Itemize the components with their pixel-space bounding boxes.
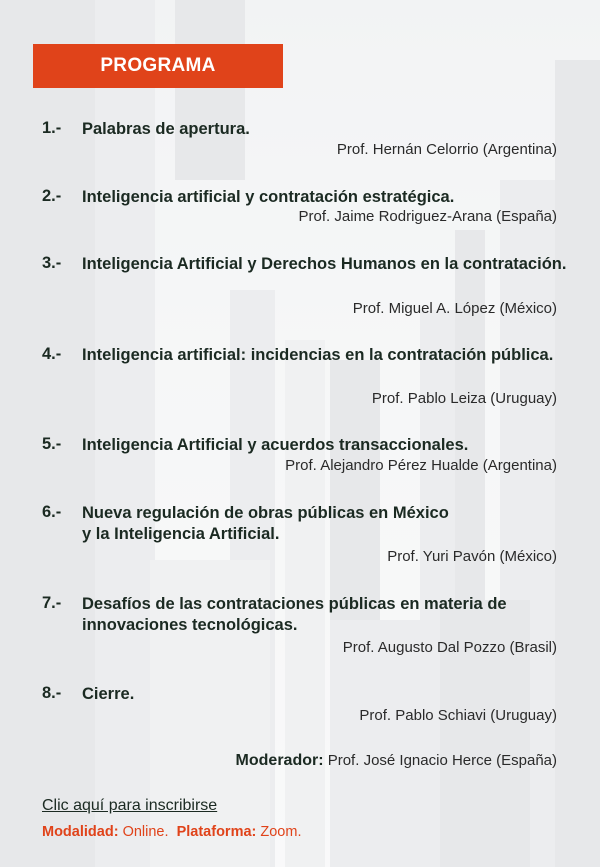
item-number: 1.- <box>42 119 62 137</box>
item-title: Inteligencia Artificial y acuerdos transaccionales. <box>82 436 469 454</box>
item-title-line-2: y la Inteligencia Artificial. <box>82 525 280 543</box>
item-number: 5.- <box>42 435 62 453</box>
item-speaker: Prof. Alejandro Pérez Hualde (Argentina) <box>285 457 557 474</box>
item-title: Inteligencia Artificial y Derechos Humanos en la contratación. <box>82 255 567 273</box>
moderator-line <box>236 752 557 770</box>
item-speaker: Prof. Pablo Leiza (Uruguay) <box>371 390 557 407</box>
item-number: 6.- <box>42 503 62 521</box>
modality-label: Modalidad: <box>42 824 119 840</box>
item-number: 2.- <box>42 187 62 205</box>
modality-value: Online. <box>122 824 169 840</box>
item-speaker: Prof. Pablo Schiavi (Uruguay) <box>359 707 557 724</box>
item-title-line-1: Nueva regulación de obras públicas en México <box>82 504 449 522</box>
item-speaker: Prof. Miguel A. López (México) <box>352 300 557 317</box>
platform-value: Zoom. <box>260 824 302 840</box>
program-banner: PROGRAMA <box>33 44 283 88</box>
platform-label: Plataforma: <box>176 824 257 840</box>
item-speaker: Prof. Hernán Celorrio (Argentina) <box>336 141 557 158</box>
item-title: Palabras de apertura. <box>82 120 250 138</box>
signup-link[interactable]: Clic aquí para inscribirse <box>42 797 218 814</box>
item-number: 7.- <box>42 594 62 612</box>
moderator-label: Moderador: <box>235 752 324 769</box>
item-title: Inteligencia artificial y contratación estratégica. <box>82 188 455 206</box>
item-title: Inteligencia artificial: incidencias en la contratación pública. <box>82 346 554 364</box>
item-title: Cierre. <box>82 685 135 703</box>
item-number: 3.- <box>42 254 62 272</box>
modality-line <box>42 824 301 840</box>
moderator-name: Prof. José Ignacio Herce (España) <box>327 752 557 769</box>
item-speaker: Prof. Yuri Pavón (México) <box>387 548 557 565</box>
item-number: 8.- <box>42 684 62 702</box>
item-number: 4.- <box>42 345 62 363</box>
item-title: Desafíos de las contrataciones públicas en materia de innovaciones tecnológicas. <box>82 595 507 634</box>
item-speaker: Prof. Augusto Dal Pozzo (Brasil) <box>342 639 557 656</box>
item-speaker: Prof. Jaime Rodriguez-Arana (España) <box>298 208 557 225</box>
item-title <box>82 503 572 545</box>
